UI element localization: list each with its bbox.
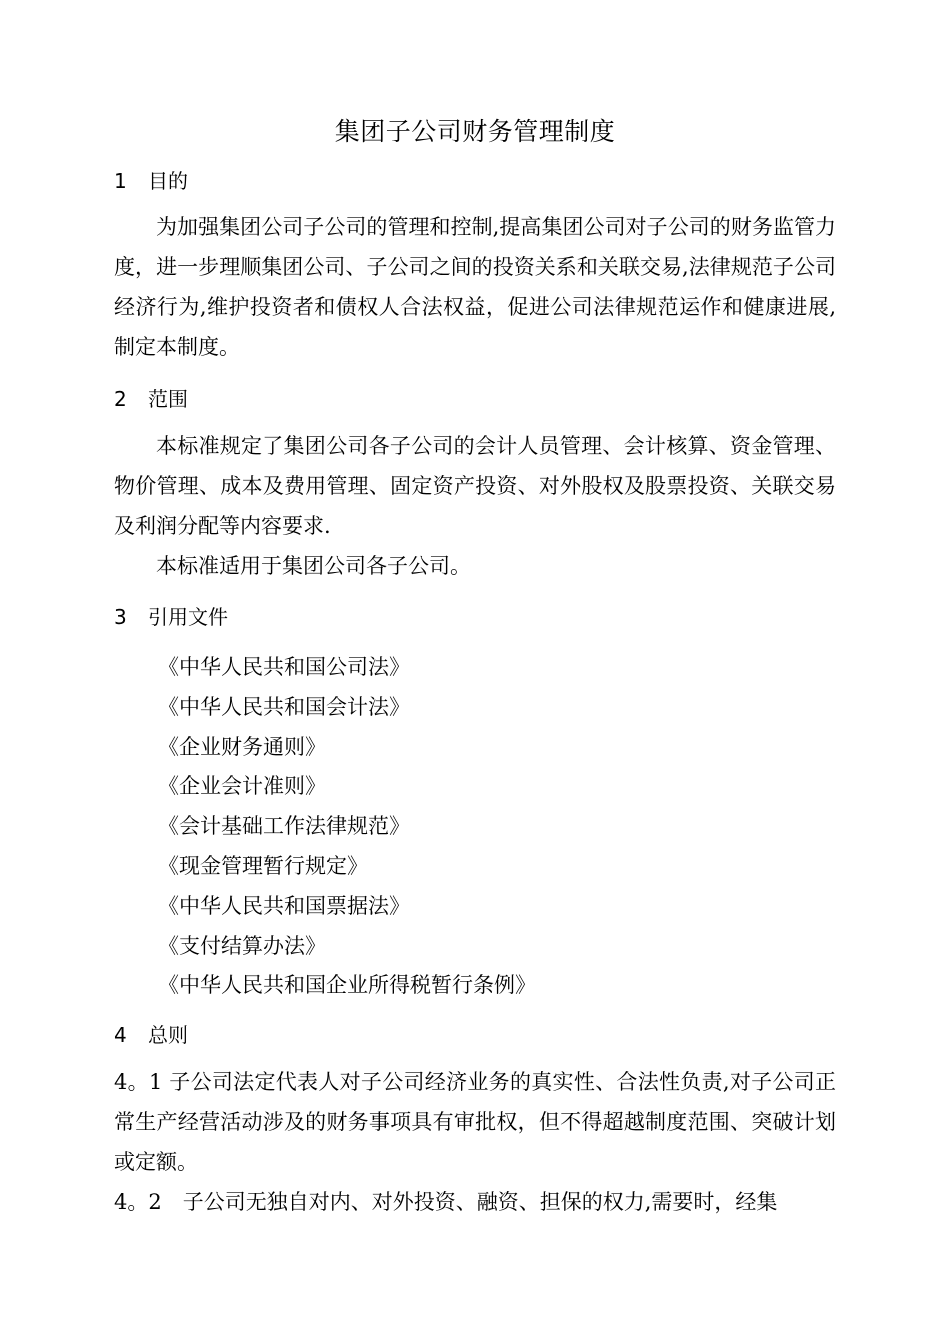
reference-item: 《会计基础工作法律规范》 (158, 814, 410, 839)
reference-item: 《现金管理暂行规定》 (158, 853, 368, 878)
reference-item: 《企业财务通则》 (158, 734, 326, 759)
section-title: 引用文件 (148, 605, 228, 629)
reference-item: 《企业会计准则》 (158, 774, 326, 799)
section-title: 目的 (148, 169, 188, 193)
applicability-paragraph: 本标准适用于集团公司各子公司。 (156, 554, 471, 578)
purpose-paragraph: 为加强集团公司子公司的管理和控制,提高集团公司对子公司的财务监管力度，进一步理顺集团公司、子公司之间的投资关系和关联交易,法律规范子公司经济行为,维护投资者和债权人合法权益，促进公司法律规范运作和健康进展,制定本制度。 (114, 215, 836, 359)
reference-item: 《中华人民共和国票据法》 (158, 893, 410, 918)
section-number: 2 (114, 387, 127, 411)
clause-4-2: 4。2 子公司无独自对内、对外投资、融资、担保的权力,需要时，经集 (114, 1190, 778, 1214)
reference-item: 《支付结算办法》 (158, 933, 326, 958)
section-heading-scope (114, 384, 188, 414)
section-number: 4 (114, 1023, 127, 1047)
reference-list (158, 648, 536, 1006)
section-title: 范围 (148, 387, 188, 411)
reference-item: 《中华人民共和国公司法》 (158, 655, 410, 679)
section-heading-purpose (114, 166, 188, 196)
section-heading-general (114, 1020, 188, 1050)
section-title: 总则 (148, 1023, 188, 1047)
section-number: 1 (114, 169, 127, 193)
section-heading-references (114, 602, 228, 632)
section-number: 3 (114, 605, 127, 629)
clause-4-1: 4。1 子公司法定代表人对子公司经济业务的真实性、合法性负责,对子公司正常生产经营活动涉及的财务事项具有审批权，但不得超越制度范围、突破计划或定额。 (114, 1070, 836, 1174)
reference-item: 《中华人民共和国会计法》 (158, 694, 410, 719)
scope-paragraph: 本标准规定了集团公司各子公司的会计人员管理、会计核算、资金管理、物价管理、成本及费用管理、固定资产投资、对外股权及股票投资、关联交易及利润分配等内容要求. (114, 434, 836, 538)
document-title: 集团子公司财务管理制度 (334, 117, 616, 146)
reference-item: 《中华人民共和国企业所得税暂行条例》 (158, 973, 536, 998)
